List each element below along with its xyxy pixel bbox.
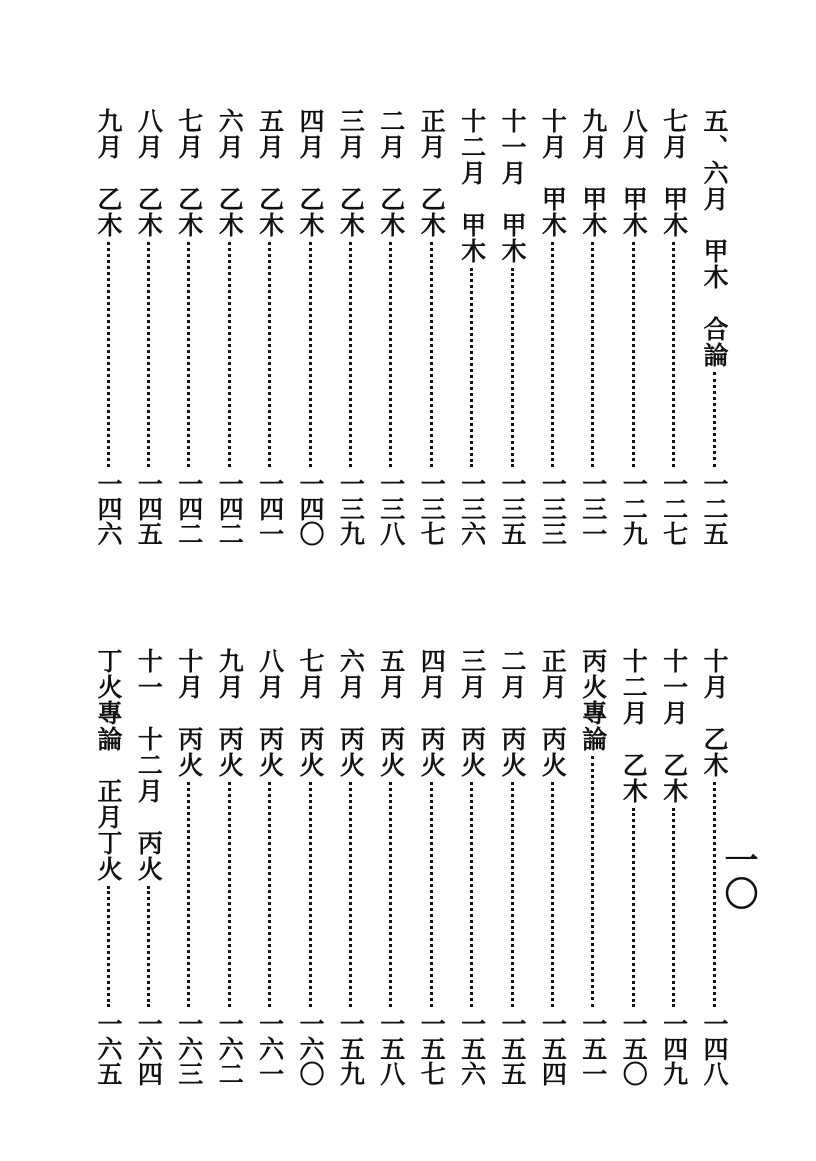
toc-leader-dots <box>632 242 635 467</box>
toc-entry <box>617 108 649 546</box>
toc-entry-title: 十一月 乙木 <box>659 648 689 804</box>
toc-entry-title: 丁火專論 正月丁火 <box>94 648 123 882</box>
toc-entry-title: 十月 乙木 <box>700 648 729 778</box>
toc-entry <box>132 108 164 546</box>
toc-entry <box>617 648 649 1086</box>
toc-entry-page-number: 一三八 <box>376 471 406 546</box>
toc-leader-dots <box>511 268 514 467</box>
toc-entry-page-number: 一六三 <box>174 1011 204 1086</box>
toc-entry-title: 四月 乙木 <box>296 108 325 238</box>
toc-entry-page-number: 一六一 <box>255 1011 285 1086</box>
toc-entry-title: 九月 乙木 <box>94 108 123 238</box>
toc-entry-page-number: 一六五 <box>94 1011 123 1086</box>
toc-entry-page-number: 一三七 <box>417 471 447 546</box>
toc-entry <box>213 648 245 1086</box>
toc-entry <box>334 108 366 546</box>
toc-entry <box>658 648 690 1086</box>
toc-leader-dots <box>713 372 716 467</box>
toc-entry-title: 十月 甲木 <box>538 108 568 238</box>
toc-entry-title: 十二月 乙木 <box>619 648 649 804</box>
toc-entry-page-number: 一三九 <box>336 471 366 546</box>
toc-leader-dots <box>713 782 716 1007</box>
toc-entry-title: 三月 乙木 <box>336 108 366 238</box>
toc-entry-title: 二月 丙火 <box>498 648 527 778</box>
toc-entry-title: 九月 甲木 <box>578 108 608 238</box>
toc-entry <box>577 108 609 546</box>
toc-entry <box>173 108 205 546</box>
toc-entry <box>658 108 690 546</box>
toc-entry <box>698 108 730 546</box>
toc-entry-title: 七月 丙火 <box>296 648 325 778</box>
toc-block-top <box>60 108 730 546</box>
toc-leader-dots <box>107 886 110 1007</box>
toc-entry-title: 五、六月 甲木 合論 <box>700 108 729 368</box>
toc-leader-dots <box>268 782 271 1007</box>
toc-entry-title: 丙火專論 <box>578 648 608 752</box>
toc-leader-dots <box>147 886 150 1007</box>
toc-leader-dots <box>187 242 190 467</box>
toc-leader-dots <box>228 782 231 1007</box>
toc-entry-page-number: 一五〇 <box>619 1011 649 1086</box>
toc-leader-dots <box>551 782 554 1007</box>
toc-entry-page-number: 一五四 <box>538 1011 568 1086</box>
toc-leader-dots <box>591 242 594 467</box>
toc-entry <box>456 648 488 1086</box>
toc-entry <box>92 108 124 546</box>
toc-leader-dots <box>430 242 433 467</box>
toc-block-bottom <box>60 648 730 1086</box>
toc-entry-page-number: 一六四 <box>134 1011 164 1086</box>
toc-entry <box>496 108 528 546</box>
toc-leader-dots <box>147 242 150 467</box>
toc-entry-title: 九月 丙火 <box>215 648 245 778</box>
toc-entry-page-number: 一四八 <box>700 1011 729 1086</box>
toc-leader-dots <box>309 782 312 1007</box>
toc-entry-title: 十一 十二月 丙火 <box>134 648 164 882</box>
toc-entry-title: 五月 丙火 <box>376 648 406 778</box>
toc-entry-title: 六月 丙火 <box>336 648 366 778</box>
toc-leader-dots <box>389 242 392 467</box>
toc-entry-page-number: 一六二 <box>215 1011 245 1086</box>
toc-leader-dots <box>268 242 271 467</box>
toc-entry <box>456 108 488 546</box>
toc-entry <box>415 108 447 546</box>
toc-leader-dots <box>430 782 433 1007</box>
toc-entry-title: 三月 丙火 <box>457 648 487 778</box>
toc-entry-page-number: 一三三 <box>538 471 568 546</box>
toc-entry-page-number: 一四五 <box>134 471 164 546</box>
toc-entry <box>294 648 326 1086</box>
toc-entry <box>254 648 286 1086</box>
toc-entry-title: 二月 乙木 <box>376 108 406 238</box>
toc-entry <box>213 108 245 546</box>
toc-entry-page-number: 一四六 <box>94 471 123 546</box>
toc-entry-title: 十月 丙火 <box>174 648 204 778</box>
toc-entry <box>254 108 286 546</box>
toc-entry <box>173 648 205 1086</box>
toc-entry-page-number: 一三一 <box>578 471 608 546</box>
toc-entry-title: 正月 丙火 <box>538 648 568 778</box>
toc-entry-title: 八月 乙木 <box>134 108 164 238</box>
toc-entry-page-number: 一二九 <box>619 471 649 546</box>
toc-leader-dots <box>551 242 554 467</box>
toc-entry-page-number: 一五六 <box>457 1011 487 1086</box>
toc-entry-page-number: 一二七 <box>659 471 689 546</box>
toc-leader-dots <box>672 242 675 467</box>
toc-entry-title: 十二月 甲木 <box>457 108 487 264</box>
toc-entry-title: 正月 乙木 <box>417 108 447 238</box>
toc-leader-dots <box>187 782 190 1007</box>
toc-entry-title: 十一月 甲木 <box>498 108 527 264</box>
toc-leader-dots <box>107 242 110 467</box>
toc-entry-page-number: 一四〇 <box>296 471 325 546</box>
toc-leader-dots <box>389 782 392 1007</box>
toc-entry-page-number: 一四一 <box>255 471 285 546</box>
toc-leader-dots <box>672 808 675 1007</box>
toc-entry <box>294 108 326 546</box>
toc-leader-dots <box>470 268 473 467</box>
toc-entry <box>132 648 164 1086</box>
toc-entry <box>92 648 124 1086</box>
toc-entry-page-number: 一四二 <box>174 471 204 546</box>
toc-entry-title: 八月 丙火 <box>255 648 285 778</box>
toc-entry <box>536 108 568 546</box>
toc-entry-page-number: 一四九 <box>659 1011 689 1086</box>
toc-entry-page-number: 一二五 <box>700 471 729 546</box>
toc-entry-page-number: 一五九 <box>336 1011 366 1086</box>
toc-entry-page-number: 一四二 <box>215 471 245 546</box>
toc-leader-dots <box>309 242 312 467</box>
toc-entry <box>536 648 568 1086</box>
toc-leader-dots <box>470 782 473 1007</box>
toc-entry-page-number: 一三五 <box>498 471 527 546</box>
toc-entry-page-number: 一六〇 <box>296 1011 325 1086</box>
toc-entry-title: 八月 甲木 <box>619 108 649 238</box>
toc-entry-title: 四月 丙火 <box>417 648 447 778</box>
toc-leader-dots <box>349 782 352 1007</box>
toc-leader-dots <box>349 242 352 467</box>
toc-entry-title: 五月 乙木 <box>255 108 285 238</box>
toc-entry-title: 七月 乙木 <box>174 108 204 238</box>
toc-entry <box>375 108 407 546</box>
toc-entry <box>415 648 447 1086</box>
toc-leader-dots <box>228 242 231 467</box>
toc-entry <box>334 648 366 1086</box>
toc-leader-dots <box>632 808 635 1007</box>
toc-leader-dots <box>591 756 594 1007</box>
toc-entry-page-number: 一三六 <box>457 471 487 546</box>
toc-entry-page-number: 一五一 <box>578 1011 608 1086</box>
toc-entry <box>496 648 528 1086</box>
toc-entry <box>577 648 609 1086</box>
toc-entry <box>375 648 407 1086</box>
toc-entry-page-number: 一五五 <box>498 1011 527 1086</box>
toc-entry-title: 七月 甲木 <box>659 108 689 238</box>
toc-leader-dots <box>511 782 514 1007</box>
page-folio: 一〇 <box>718 842 758 910</box>
toc-entry-title: 六月 乙木 <box>215 108 245 238</box>
toc-entry-page-number: 一五八 <box>376 1011 406 1086</box>
toc-entry-page-number: 一五七 <box>417 1011 447 1086</box>
